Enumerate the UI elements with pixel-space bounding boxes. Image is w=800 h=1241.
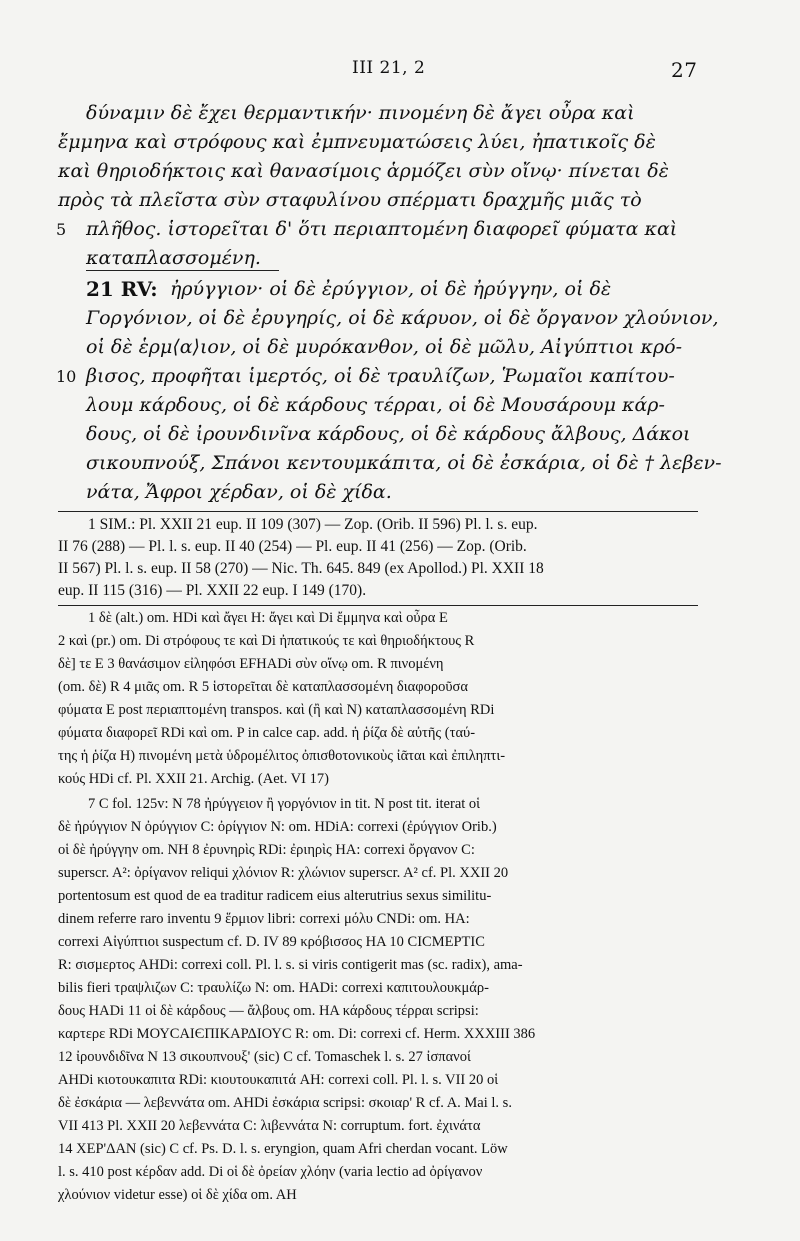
text-line: λουμ κάρδους, οἱ δὲ κάρδους τέρραι, οἱ δὲ Μουσάρουμ κάρ- bbox=[86, 394, 665, 416]
apparatus-line: l. s. 410 post κέρδαν add. Di οἱ δὲ ὀρείαν χλόην (varia lectio ad ὀρίγανον bbox=[58, 1164, 483, 1180]
apparatus-line: correxi Αἰγύπτιοι suspectum cf. D. IV 89 κρόβισσος HA 10 CICMEPTIC bbox=[58, 934, 485, 950]
similia-line: 1 SIM.: Pl. XXII 21 eup. II 109 (307) — Zop. (Orib. II 596) Pl. l. s. eup. bbox=[88, 516, 538, 533]
running-header: III 21, 2 bbox=[352, 58, 426, 78]
text-line: σικουπνούξ, Σπάνοι κεντουμκάπιτα, οἱ δὲ ἐσκάρια, οἱ δὲ † λεβεν- bbox=[86, 452, 722, 474]
text-line: πρὸς τὰ πλεῖστα σὺν σταφυλίνου σπέρματι δραχμῆς μιᾶς τὸ bbox=[58, 189, 642, 211]
similia-line: II 567) Pl. l. s. eup. II 58 (270) — Nic. Th. 645. 849 (ex Apollod.) Pl. XXII 18 bbox=[58, 560, 544, 577]
line-number: 5 bbox=[56, 220, 67, 239]
apparatus-line: dinem referre raro inventu 9 ἕρμιον libri: correxi μόλυ CNDi: om. HA: bbox=[58, 911, 470, 927]
text-line: δύναμιν δὲ ἔχει θερμαντικήν· πινομένη δὲ ἄγει οὖρα καὶ bbox=[86, 102, 635, 124]
similia-line: eup. II 115 (316) — Pl. XXII 22 eup. I 149 (170). bbox=[58, 582, 367, 599]
apparatus-line: της ἡ ῥίζα H) πινομένη μετὰ ὑδρομέλιτος ὀπισθοτονικοὺς ἰᾶται καὶ ἐπιληπτι- bbox=[58, 748, 506, 764]
apparatus-line: 12 ἰρουνδιδῖνα N 13 σικουπνουξ' (sic) C cf. Tomaschek l. s. 27 ἰσπανοί bbox=[58, 1049, 471, 1065]
apparatus-line: χλούνιον videtur esse) οἱ δὲ χίδα om. AH bbox=[58, 1187, 297, 1203]
apparatus-line: οἱ δὲ ἠρύγγην om. NH 8 ἐρυνηρὶς RDi: ἐριηρὶς HA: correxi ὄργανον C: bbox=[58, 842, 475, 858]
text-line: οἱ δὲ ἑρμ⟨α⟩ιον, οἱ δὲ μυρόκανθον, οἱ δὲ μῶλυ, Αἰγύπτιοι κρό- bbox=[86, 336, 683, 358]
apparatus-line: (om. δὲ) R 4 μιᾶς om. R 5 ἱστορεῖται δὲ καταπλασσομένη διαφοροῦσα bbox=[58, 679, 468, 695]
text-line: Γοργόνιον, οἱ δὲ ἐρυγηρίς, οἱ δὲ κάρυον, οἱ δὲ ὄργανον χλούνιον, bbox=[86, 307, 719, 329]
similia-divider bbox=[58, 511, 698, 512]
text-line: πλῆθος. ἱστορεῖται δ' ὅτι περιαπτομένη διαφορεῖ φύματα καὶ bbox=[86, 218, 678, 240]
apparatus-line: δὲ ἠρύγγιον N ὀρύγγιον C: ὀρίγγιον N: om. HDiA: correxi (ἐρύγγιον Orib.) bbox=[58, 819, 497, 835]
apparatus-line: R: σισμερτος AHDi: correxi coll. Pl. l. s. si viris contigerit mas (sc. radix), ama- bbox=[58, 957, 523, 973]
apparatus-line: δὲ ἐσκάρια — λεβεννάτα om. AHDi ἐσκάρια scripsi: σκοιαρ' R cf. A. Mai l. s. bbox=[58, 1095, 512, 1111]
apparatus-line: portentosum est quod de ea traditur radicem eius alterutrius sexus similitu- bbox=[58, 888, 492, 904]
text-line: ἠρύγγιον· οἱ δὲ ἐρύγγιον, οἱ δὲ ἠρύγγην, οἱ δὲ bbox=[170, 278, 612, 300]
apparatus-line: φύματα διαφορεῖ RDi καὶ om. P in calce cap. add. ἡ ῥίζα δὲ αὐτῆς (ταύ- bbox=[58, 725, 476, 741]
apparatus-line: 1 δὲ (alt.) om. HDi καὶ ἄγει H: ἄγει καὶ Di ἔμμηνα καὶ οὖρα E bbox=[88, 610, 448, 626]
page-number: 27 bbox=[671, 58, 698, 82]
apparatus-line: AHDi κιοτουκαπιτα RDi: κιουτουκαπιτά AH: correxi coll. Pl. l. s. VII 20 οἱ bbox=[58, 1072, 499, 1088]
text-line: ἔμμηνα καὶ στρόφους καὶ ἐμπνευματώσεις λύει, ἠπατικοῖς δὲ bbox=[58, 131, 656, 153]
apparatus-line: superscr. A²: ὀρίγανον reliqui χλόνιον R: χλώνιον superscr. A² cf. Pl. XXII 20 bbox=[58, 865, 509, 881]
text-line: βισος, προφῆται ἱμερτός, οἱ δὲ τραυλίζων, Ῥωμαῖοι καπίτου- bbox=[86, 365, 675, 387]
apparatus-line: 7 C fol. 125v: N 78 ἠρύγγειον ἢ γοργόνιον in tit. N post tit. iterat οἱ bbox=[88, 796, 481, 812]
apparatus-line: καρτερε RDi ΜΟΥCAIЄΠΙΚΑΡΔΙΟΥC R: om. Di: correxi cf. Herm. XXXIII 386 bbox=[58, 1026, 536, 1042]
apparatus-line: bilis fieri τραψλιζων C: τραυλίζω N: om. HADi: correxi καπιτουλουκμάρ- bbox=[58, 980, 489, 996]
apparatus-line: 2 καὶ (pr.) om. Di στρόφους τε καὶ Di ἠπατικούς τε καὶ θηριοδήκτους R bbox=[58, 633, 475, 649]
text-line: νάτα, Ἄφροι χέρδαν, οἱ δὲ χίδα. bbox=[86, 481, 392, 503]
apparatus-line: 14 XEP'ΔAN (sic) C cf. Ps. D. l. s. eryngion, quam Afri cherdan vocant. Löw bbox=[58, 1141, 508, 1157]
chapter-heading: 21 RV: bbox=[86, 277, 158, 301]
apparatus-line: δὲ] τε E 3 θανάσιμον εἰληφόσι EFHADi σὺν οἴνῳ om. R πινομένη bbox=[58, 656, 444, 672]
text-line: δους, οἱ δὲ ἰρουνδινῖνα κάρδους, οἱ δὲ κάρδους ἄλβους, Δάκοι bbox=[86, 423, 691, 445]
text-line: καταπλασσομένη. bbox=[86, 247, 261, 269]
apparatus-line: VII 413 Pl. XXII 20 λεβεννάτα C: λιβεννάτα N: corruptum. fort. ἐχινάτα bbox=[58, 1118, 481, 1134]
similia-line: II 76 (288) — Pl. l. s. eup. II 40 (254) — Pl. eup. II 41 (256) — Zop. (Orib. bbox=[58, 538, 527, 555]
apparatus-line: φύματα E post περιαπτομένη transpos. καὶ (ἢ καὶ N) καταπλασσομένη RDi bbox=[58, 702, 495, 718]
apparatus-line: κούς HDi cf. Pl. XXII 21. Archig. (Aet. VI 17) bbox=[58, 771, 329, 787]
apparatus-line: δους HADi 11 οἱ δὲ κάρδους — ἄλβους om. HA κάρδους τέρραι scripsi: bbox=[58, 1003, 479, 1019]
apparatus-divider bbox=[58, 605, 698, 606]
text-line: καὶ θηριοδήκτοις καὶ θανασίμοις ἁρμόζει σὺν οἴνῳ· πίνεται δὲ bbox=[58, 160, 669, 182]
line-number: 10 bbox=[56, 367, 77, 386]
section-divider bbox=[86, 270, 279, 271]
